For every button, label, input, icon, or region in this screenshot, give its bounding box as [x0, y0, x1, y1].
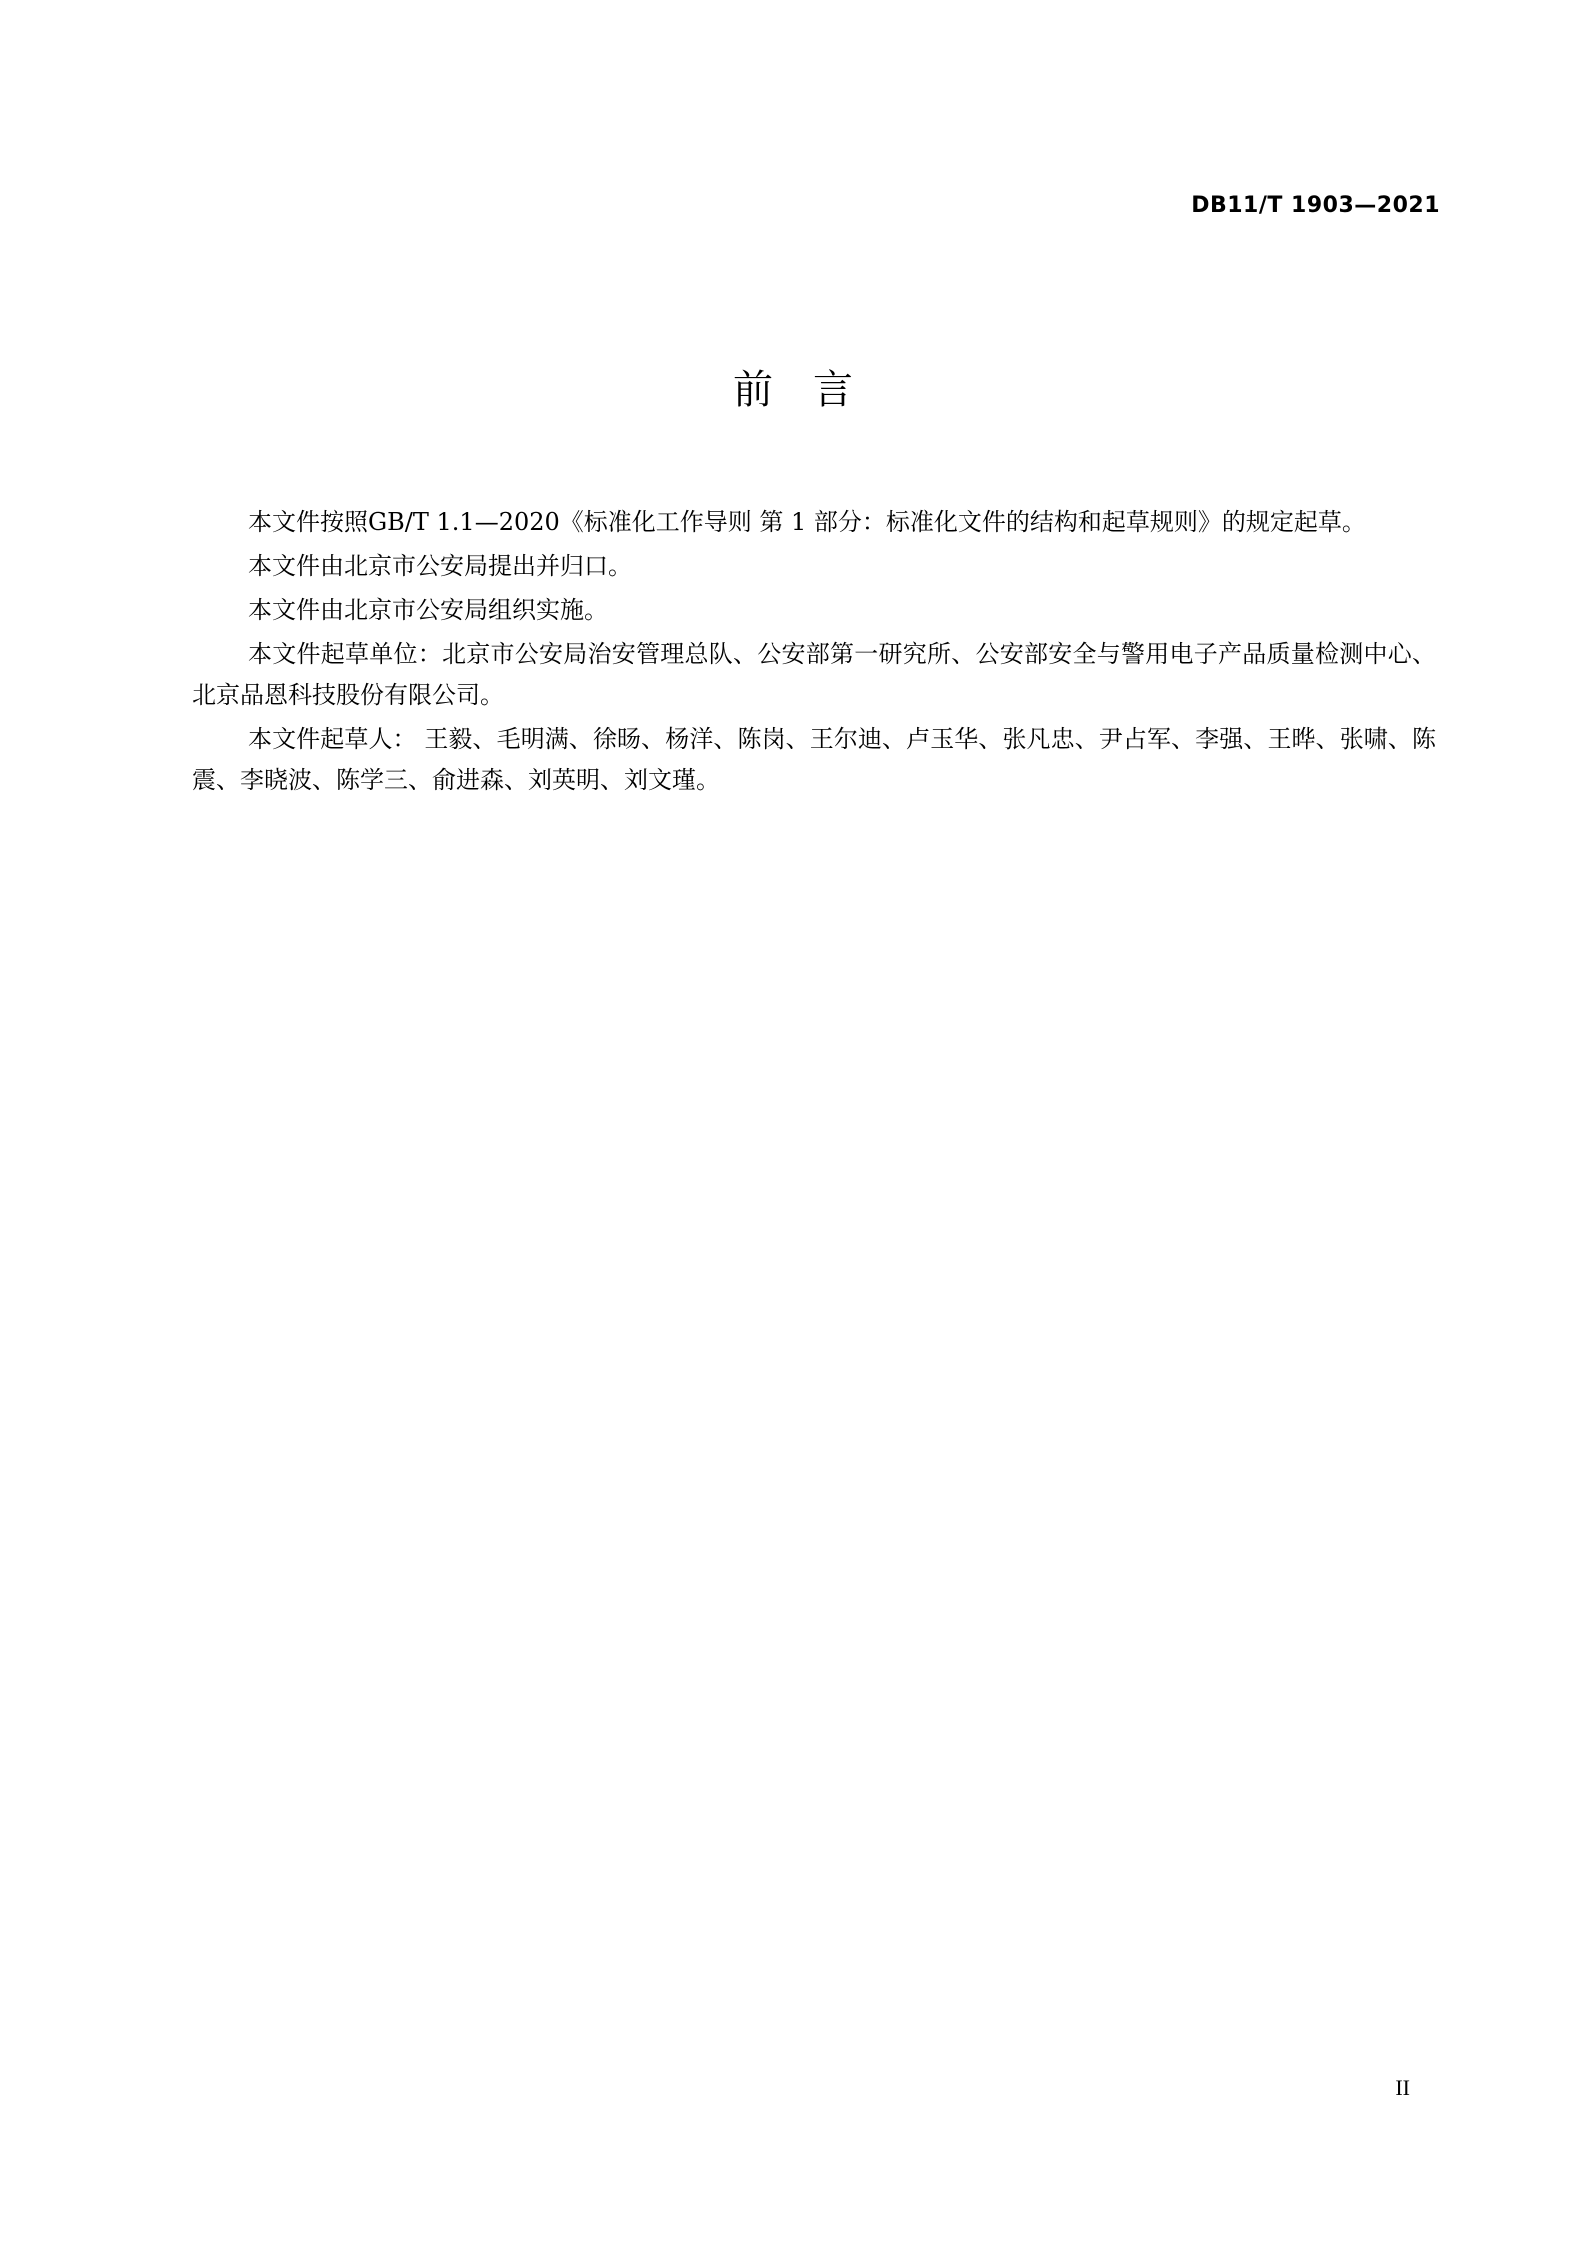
paragraph-implementer: 本文件由北京市公安局组织实施。 — [248, 596, 608, 624]
page-title: 前言 — [733, 367, 893, 413]
paragraph-drafting-rules: 本文件按照GB/T 1.1—2020《标准化工作导则 第 1 部分：标准化文件的结构和起草规则》的规定起草。 — [248, 508, 1366, 536]
paragraph-drafters: 本文件起草人： 王毅、毛明满、徐旸、杨洋、陈岗、王尔迪、卢玉华、张凡忠、尹占军、李强、王晔、张啸、陈震、李晓波、陈学三、俞进森、刘英明、刘文瑾。 — [192, 725, 1436, 794]
document-code: DB11/T 1903—2021 — [1191, 193, 1440, 218]
page-number: II — [1395, 2075, 1410, 2100]
paragraph-drafting-units: 本文件起草单位：北京市公安局治安管理总队、公安部第一研究所、公安部安全与警用电子产品质量检测中心、北京品恩科技股份有限公司。 — [192, 640, 1436, 709]
paragraph-proposer: 本文件由北京市公安局提出并归口。 — [248, 552, 632, 580]
foreword-body — [192, 502, 1436, 804]
